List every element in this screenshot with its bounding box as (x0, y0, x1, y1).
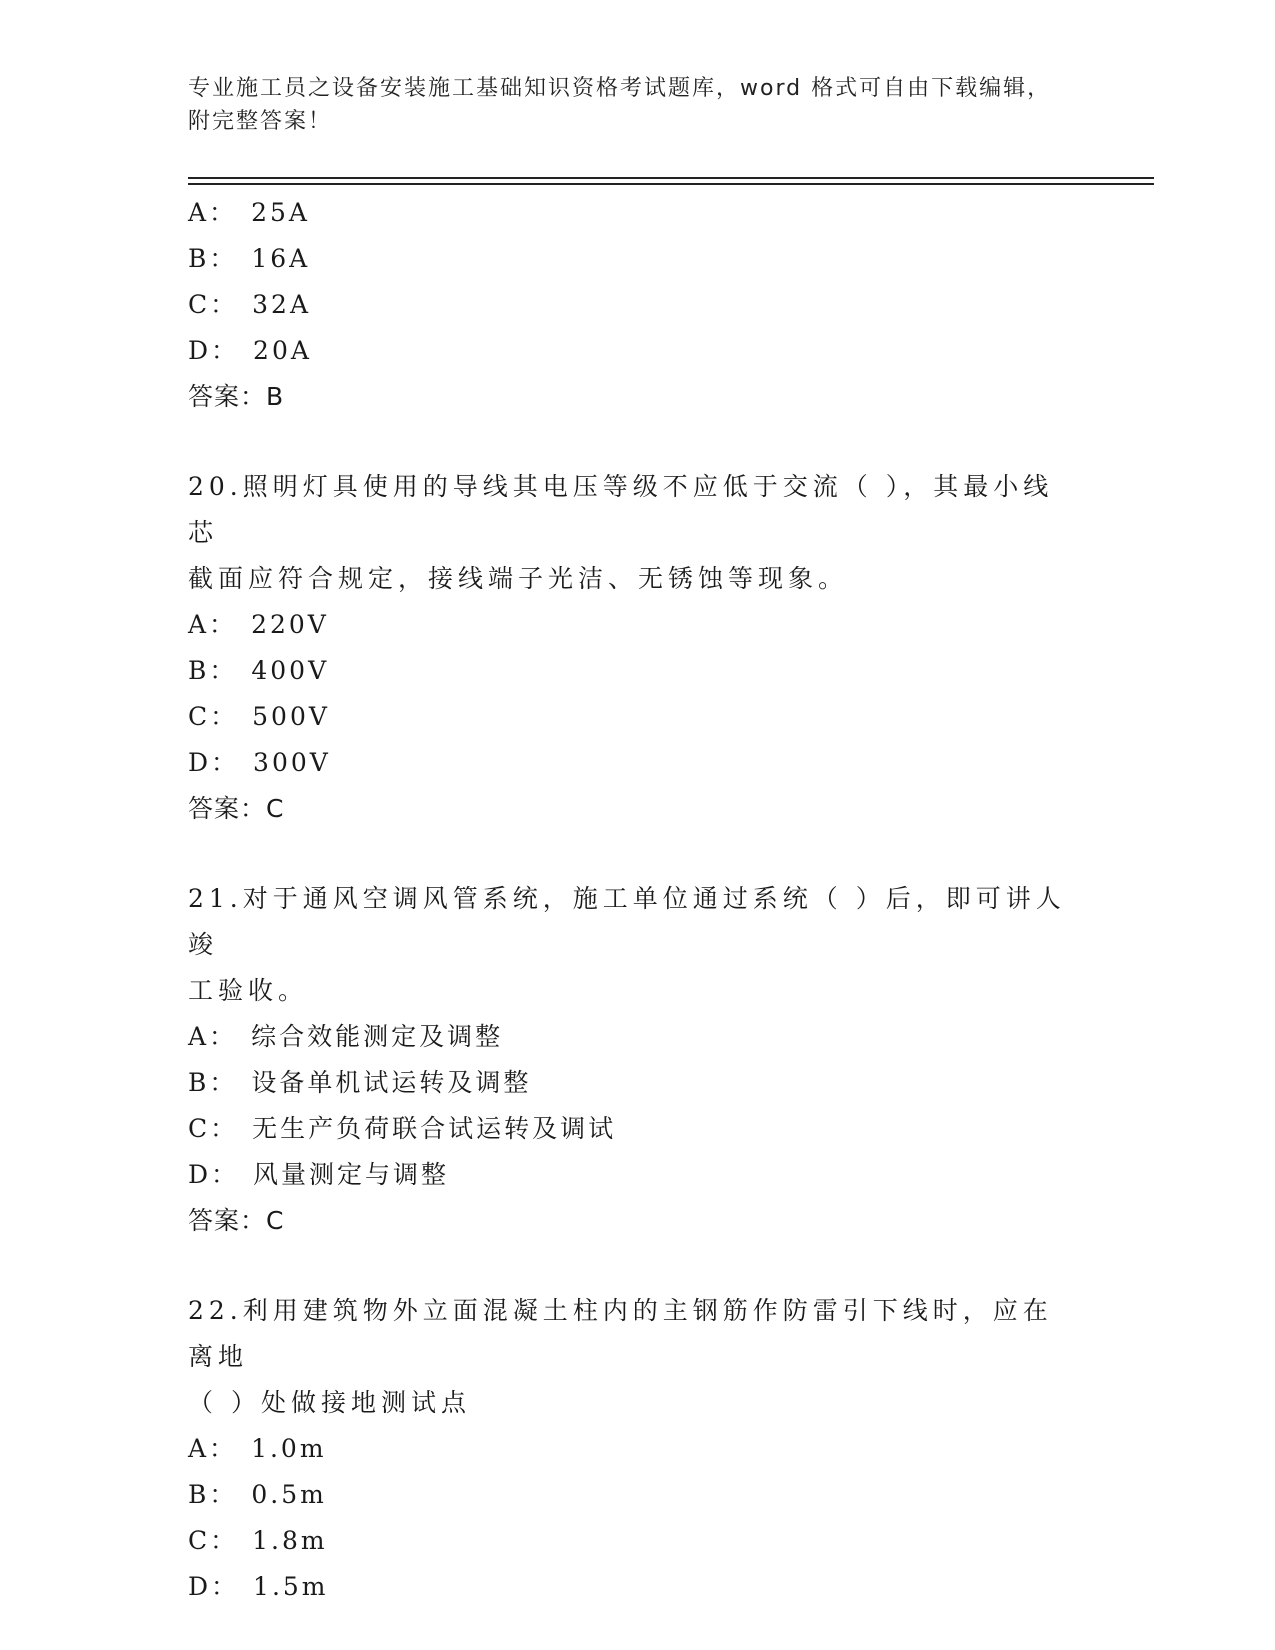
option-a: A： 25A (188, 198, 310, 227)
option-b: B： 0.5m (188, 1480, 327, 1509)
document-header (188, 72, 1068, 138)
header-rule-bottom (188, 183, 1154, 185)
answer-line: 答案：B (188, 382, 285, 411)
option-d: D： 1.5m (188, 1572, 329, 1601)
question-block-19 (188, 190, 1088, 420)
answer-line: 答案：C (188, 1206, 285, 1235)
option-c: C： 500V (188, 702, 330, 731)
option-c: C： 1.8m (188, 1526, 328, 1555)
question-content (188, 190, 1088, 1610)
option-d: D： 风量测定与调整 (188, 1160, 450, 1189)
option-b: B： 400V (188, 656, 330, 685)
question-block-22 (188, 1288, 1088, 1610)
option-d: D： 20A (188, 336, 312, 365)
option-c: C： 无生产负荷联合试运转及调试 (188, 1114, 617, 1143)
header-line-1: 专业施工员之设备安装施工基础知识资格考试题库，word 格式可自由下载编辑， (188, 76, 1052, 101)
option-a: A： 1.0m (188, 1434, 327, 1463)
option-c: C： 32A (188, 290, 312, 319)
question-text-line-2: （ ）处做接地测试点 (188, 1388, 471, 1417)
question-text-line-1: 21.对于通风空调风管系统，施工单位通过系统（ ）后，即可讲人竣 (188, 884, 1066, 959)
option-b: B： 设备单机试运转及调整 (188, 1068, 532, 1097)
header-rule-top (188, 177, 1154, 179)
option-a: A： 综合效能测定及调整 (188, 1022, 504, 1051)
option-a: A： 220V (188, 610, 329, 639)
answer-line: 答案：C (188, 794, 285, 823)
question-text-line-2: 截面应符合规定，接线端子光洁、无锈蚀等现象。 (188, 564, 849, 593)
question-block-20 (188, 464, 1088, 832)
question-block-21 (188, 876, 1088, 1244)
option-d: D： 300V (188, 748, 331, 777)
question-text-line-1: 20.照明灯具使用的导线其电压等级不应低于交流（ ），其最小线芯 (188, 472, 1054, 547)
option-b: B： 16A (188, 244, 311, 273)
header-line-2: 附完整答案！ (188, 109, 333, 134)
question-text-line-1: 22.利用建筑物外立面混凝土柱内的主钢筋作防雷引下线时，应在离地 (188, 1296, 1053, 1371)
question-text-line-2: 工验收。 (188, 976, 309, 1005)
